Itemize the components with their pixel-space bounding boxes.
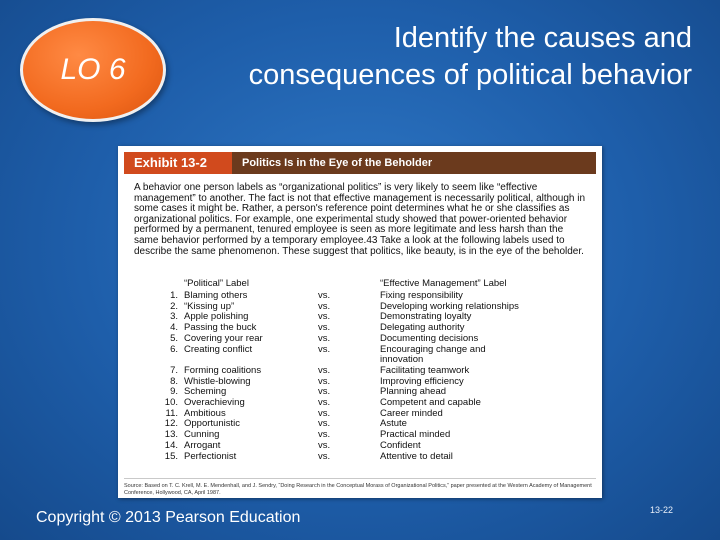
row-number: 4. bbox=[170, 322, 178, 334]
political-label: Opportunistic bbox=[184, 418, 240, 430]
table-row bbox=[134, 301, 586, 312]
effective-label: Career minded bbox=[380, 407, 443, 419]
effective-label: Improving efficiency bbox=[380, 375, 464, 387]
political-label: Passing the buck bbox=[184, 322, 257, 334]
political-label: Perfectionist bbox=[184, 450, 237, 462]
row-number: 6. bbox=[170, 343, 178, 355]
effective-label: Encouraging change and bbox=[380, 343, 486, 355]
row-number: 8. bbox=[170, 375, 178, 387]
versus-label: vs. bbox=[318, 300, 331, 312]
political-label: Scheming bbox=[184, 386, 227, 398]
effective-label: Practical minded bbox=[380, 429, 451, 441]
table-row bbox=[134, 418, 586, 429]
political-label: Blaming others bbox=[184, 290, 248, 301]
political-label: “Kissing up” bbox=[184, 300, 235, 312]
effective-label: Fixing responsibility bbox=[380, 290, 463, 301]
effective-label: Confident bbox=[380, 439, 421, 451]
effective-label: Planning ahead bbox=[380, 386, 447, 398]
effective-column-header: “Effective Management” Label bbox=[380, 278, 507, 289]
political-column-header: “Political” Label bbox=[184, 278, 249, 289]
row-number: 14. bbox=[164, 439, 178, 451]
political-label: Creating conflict bbox=[184, 343, 253, 355]
effective-label: Delegating authority bbox=[380, 322, 465, 334]
effective-label: Competent and capable bbox=[380, 397, 481, 408]
learning-objective-badge bbox=[20, 18, 166, 122]
row-number: 13. bbox=[164, 429, 178, 441]
row-number: 7. bbox=[170, 364, 178, 376]
row-number: 5. bbox=[170, 332, 178, 344]
effective-label: Demonstrating loyalty bbox=[380, 311, 472, 323]
table-row bbox=[134, 376, 586, 387]
versus-label: vs. bbox=[318, 290, 331, 301]
political-label: Forming coalitions bbox=[184, 364, 262, 376]
versus-label: vs. bbox=[318, 375, 331, 387]
table-row bbox=[134, 365, 586, 376]
exhibit-image bbox=[118, 146, 602, 498]
table-row bbox=[134, 290, 586, 301]
versus-label: vs. bbox=[318, 343, 331, 355]
table-row bbox=[134, 322, 586, 333]
table-row bbox=[134, 451, 586, 462]
political-label: Whistle-blowing bbox=[184, 375, 251, 387]
political-label: Ambitious bbox=[184, 407, 226, 419]
versus-label: vs. bbox=[318, 429, 331, 441]
political-label: Cunning bbox=[184, 429, 220, 441]
versus-label: vs. bbox=[318, 439, 331, 451]
versus-label: vs. bbox=[318, 450, 331, 462]
row-number: 15. bbox=[164, 450, 178, 462]
political-label: Covering your rear bbox=[184, 332, 263, 344]
exhibit-header bbox=[124, 152, 596, 174]
title-line-2: consequences of political behavior bbox=[248, 59, 692, 91]
effective-label: Attentive to detail bbox=[380, 450, 453, 462]
exhibit-tag: Exhibit 13-2 bbox=[124, 152, 232, 174]
effective-label: Developing working relationships bbox=[380, 300, 519, 312]
exhibit-source: Source: Based on T. C. Krell, M. E. Mendenhall, and J. Sendry, “Doing Research in the Conceptual Morass of Organizational Politics,” paper presented at the Western Academy of Management Conference, Hollywood, CA, April 1987. bbox=[124, 478, 596, 496]
versus-label: vs. bbox=[318, 397, 331, 408]
versus-label: vs. bbox=[318, 407, 331, 419]
versus-label: vs. bbox=[318, 322, 331, 334]
table-row bbox=[134, 429, 586, 440]
effective-label: Facilitating teamwork bbox=[380, 364, 470, 376]
political-label: Arrogant bbox=[184, 439, 221, 451]
versus-label: vs. bbox=[318, 418, 331, 430]
row-number: 1. bbox=[170, 290, 178, 301]
table-row bbox=[134, 354, 586, 365]
versus-label: vs. bbox=[318, 386, 331, 398]
row-number: 10. bbox=[164, 397, 178, 408]
effective-label: Documenting decisions bbox=[380, 332, 479, 344]
table-row bbox=[134, 333, 586, 344]
exhibit-body: A behavior one person labels as “organizational politics” is very likely to seem like “effective management” to another. The fact is not that effective management is necessarily political, although in some cases it might be. Rather, a person's reference point determines what he or she classifies as organizational politics. For example, one experimental study showed that power-oriented behavior performed by a permanent, tenured employee is seen as more legitimate and less harsh than the same behavior performed by a temporary employee.43 Take a look at the following labels used to describe the same phenomenon. These suggest that politics, like beauty, is in the eye of the beholder. bbox=[134, 182, 586, 257]
table-row bbox=[134, 386, 586, 397]
badge-label: LO 6 bbox=[60, 53, 126, 86]
row-number: 11. bbox=[165, 407, 178, 419]
row-number: 3. bbox=[170, 311, 178, 323]
table-row bbox=[134, 311, 586, 322]
row-number: 2. bbox=[170, 300, 178, 312]
row-number: 9. bbox=[170, 386, 178, 398]
copyright: Copyright © 2013 Pearson Education bbox=[36, 509, 301, 526]
versus-label: vs. bbox=[318, 364, 331, 376]
exhibit-title: Politics Is in the Eye of the Beholder bbox=[232, 152, 596, 174]
table-row bbox=[134, 408, 586, 419]
table-row bbox=[134, 344, 586, 355]
page-number: 13-22 bbox=[650, 505, 674, 515]
versus-label: vs. bbox=[318, 332, 331, 344]
versus-label: vs. bbox=[318, 311, 331, 323]
title-line-1: Identify the causes and bbox=[393, 22, 692, 54]
slide-title bbox=[172, 20, 692, 94]
table-row bbox=[134, 397, 586, 408]
row-number: 12. bbox=[164, 418, 178, 430]
effective-label: Astute bbox=[380, 418, 407, 430]
table-row bbox=[134, 440, 586, 451]
political-label: Overachieving bbox=[184, 397, 245, 408]
effective-label: innovation bbox=[380, 354, 424, 366]
political-label: Apple polishing bbox=[184, 311, 249, 323]
